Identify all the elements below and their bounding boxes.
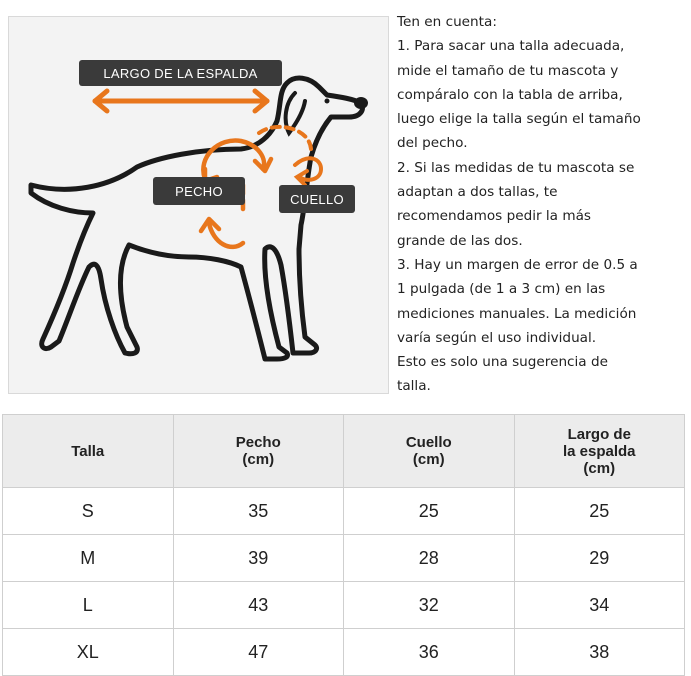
cell-size: L [3,582,174,629]
header-back-length: Largo de la espalda (cm) [514,415,685,488]
table-row [3,629,685,676]
cell-chest: 43 [173,582,344,629]
notes-line: del pecho. [397,135,468,152]
size-chart-table [2,414,685,676]
cell-chest: 35 [173,488,344,535]
notes-line: varía según el uso individual. [397,329,597,346]
measurement-diagram [8,16,389,394]
cell-chest: 47 [173,629,344,676]
chest-label: PECHO [153,177,245,205]
notes-line: adaptan a dos tallas, te [397,184,558,201]
notes-line: luego elige la talla según el tamaño [397,111,641,128]
notes-line: grande de las dos. [397,232,523,249]
notes-line: 1 pulgada (de 1 a 3 cm) en las [397,281,606,298]
cell-back-length: 38 [514,629,685,676]
dog-nose [354,97,368,109]
cell-neck: 36 [344,629,515,676]
notes-line: mide el tamaño de tu mascota y [397,62,619,79]
header-chest: Pecho (cm) [173,415,344,488]
notes-line: 2. Si las medidas de tu mascota se [397,159,635,176]
cell-neck: 32 [344,582,515,629]
cell-size: XL [3,629,174,676]
cell-chest: 39 [173,535,344,582]
dog-outline [31,78,363,359]
cell-neck: 28 [344,535,515,582]
back-length-label: LARGO DE LA ESPALDA [79,60,282,86]
notes-line: recomendamos pedir la más [397,208,591,225]
notes-line: Esto es solo una sugerencia de [397,354,608,371]
cell-back-length: 34 [514,582,685,629]
cell-back-length: 29 [514,535,685,582]
notes-line: compáralo con la tabla de arriba, [397,86,623,103]
notes-line: mediciones manuales. La medición [397,305,637,322]
notes-heading: Ten en cuenta: [397,14,497,30]
header-size: Talla [3,415,174,488]
cell-back-length: 25 [514,488,685,535]
neck-label: CUELLO [279,185,355,213]
notes-line: 1. Para sacar una talla adecuada, [397,38,625,55]
notes-line: talla. [397,378,431,395]
table-header-row [3,415,685,488]
cell-size: M [3,535,174,582]
header-neck: Cuello (cm) [344,415,515,488]
back-length-arrow [95,91,267,111]
sizing-notes [397,10,691,399]
table-row [3,582,685,629]
dog-eye [325,99,330,104]
notes-line: 3. Hay un margen de error de 0.5 a [397,256,638,273]
cell-neck: 25 [344,488,515,535]
cell-size: S [3,488,174,535]
table-row [3,535,685,582]
table-row [3,488,685,535]
